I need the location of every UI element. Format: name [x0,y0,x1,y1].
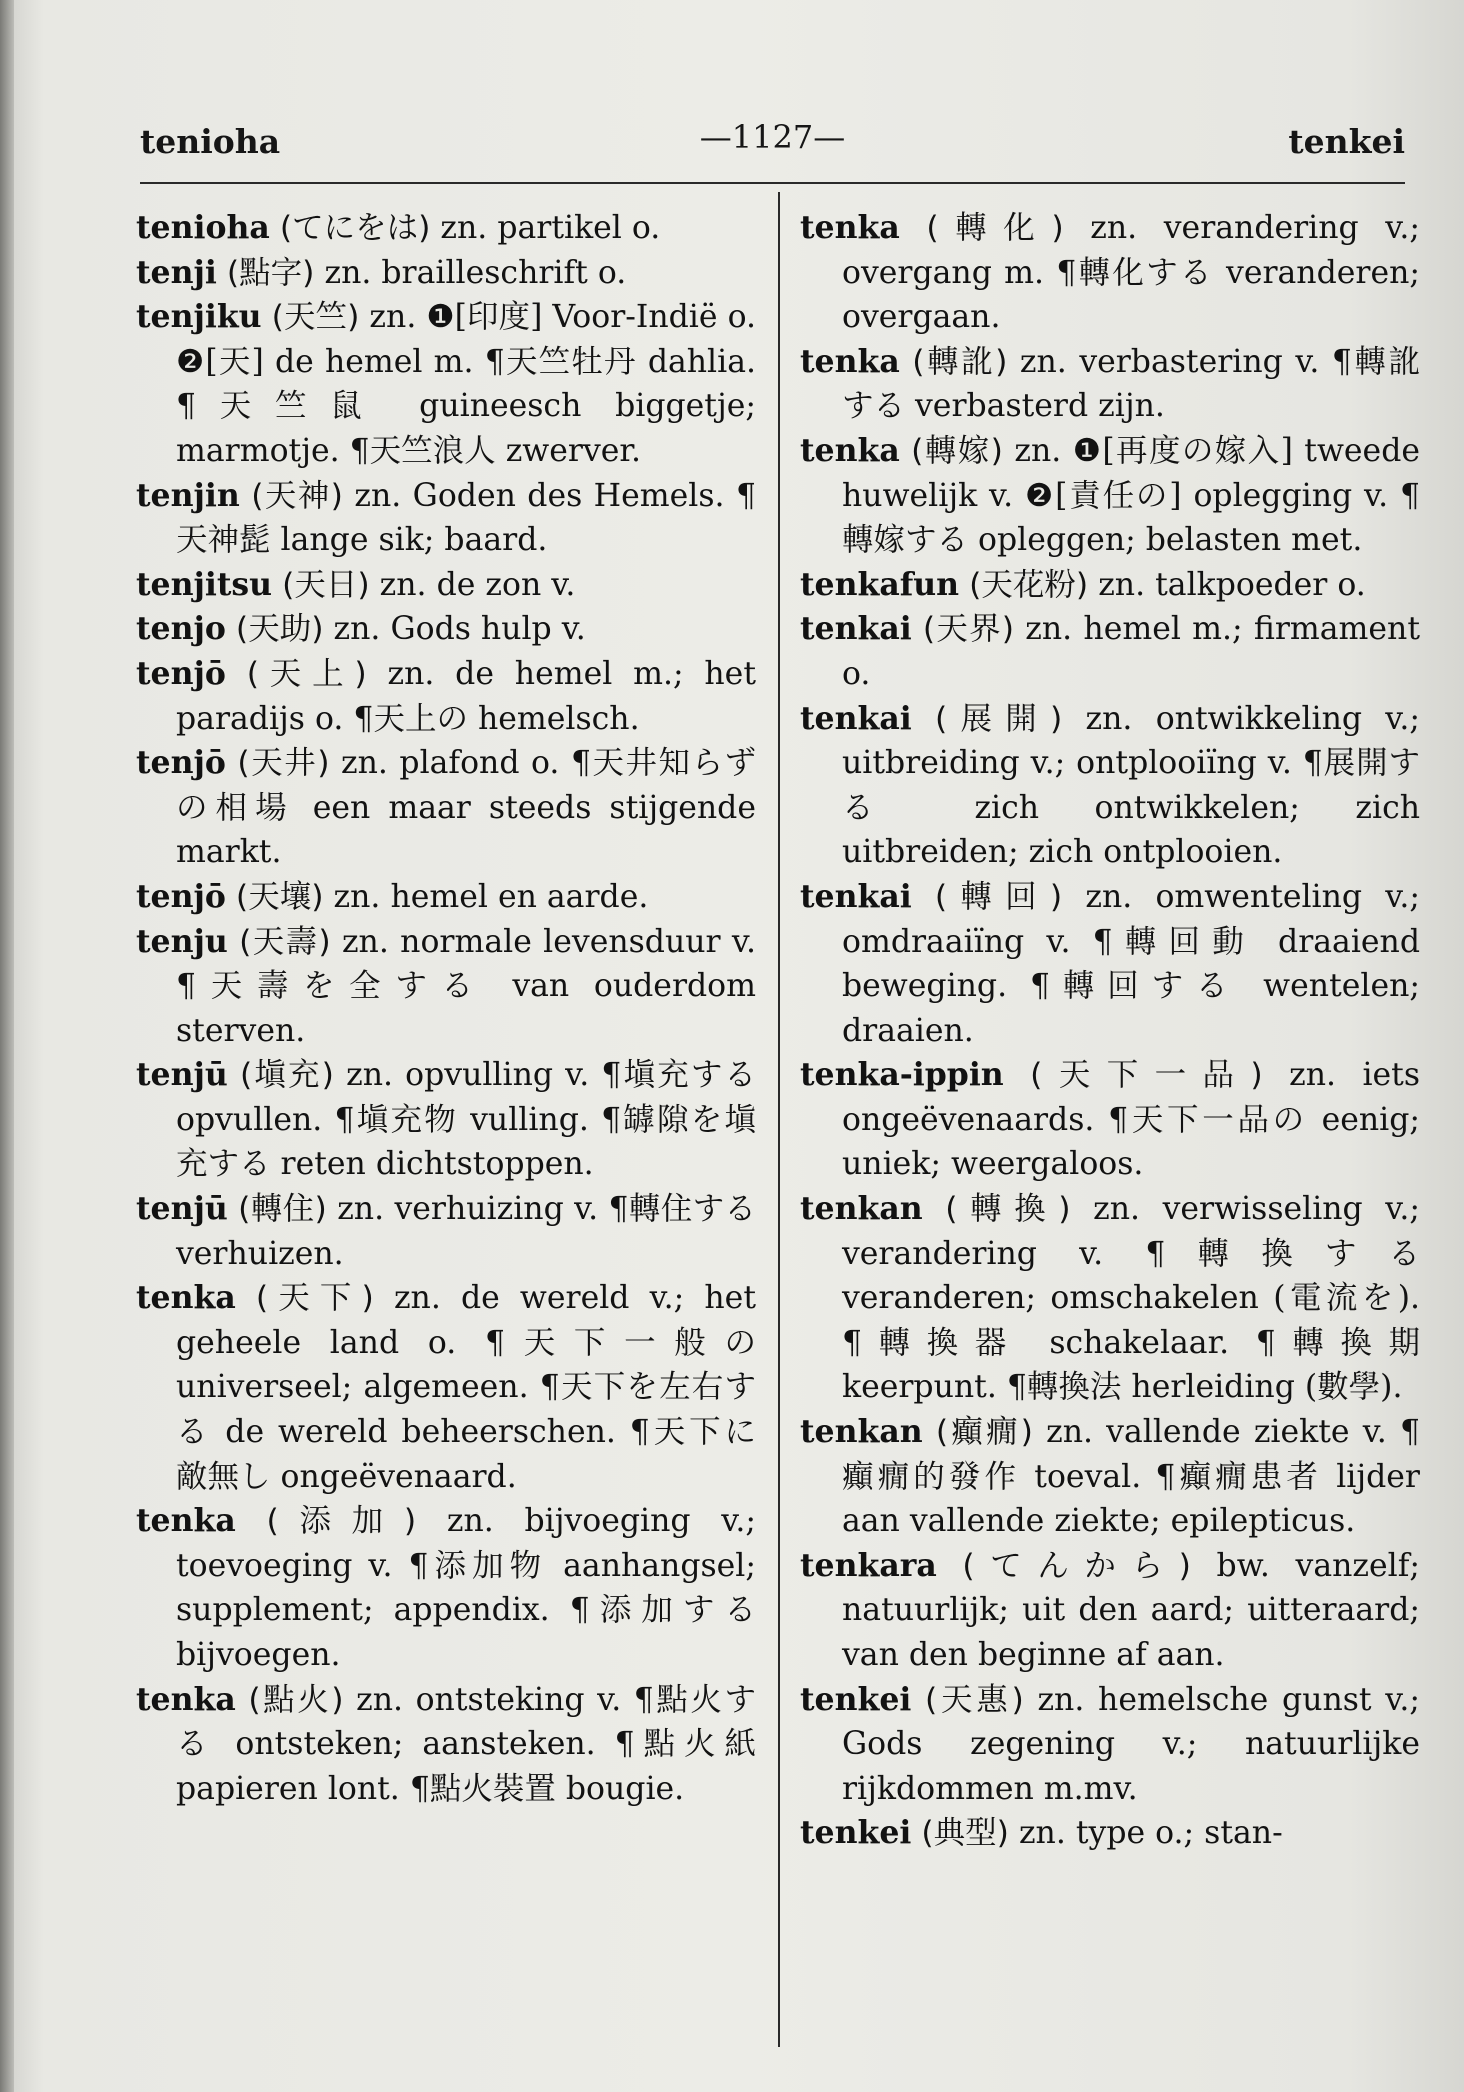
kanji: (天惠) [925,1681,1024,1718]
dictionary-entry [800,1187,1420,1410]
headword: tenka [136,1680,236,1718]
dictionary-entry [800,1678,1420,1812]
dictionary-entry [136,607,756,652]
dictionary-entry [800,1053,1420,1187]
dictionary-entry [800,1544,1420,1678]
headword: tenjō [136,654,226,692]
kanji: (添加) [266,1503,417,1540]
headword: tenjo [136,610,226,648]
dictionary-entry [800,697,1420,875]
definition: bw. vanzelf; natuurlijk; uit den aard; uitteraard; van den beginne af aan. [842,1547,1420,1673]
definition: zn. hemel en aarde. [323,878,649,915]
headword: tenjitsu [136,565,273,603]
kanji: (天竺) [271,299,360,336]
dictionary-entry [136,875,756,920]
headword: tenka [136,1279,236,1317]
headword: tenjū [136,1190,228,1228]
dictionary-entry [136,920,756,1054]
definition: zn. ontsteking v. ¶點火する ontsteken; aansteken. ¶點火紙 papieren lont. ¶點火裝置 bougie. [176,1681,756,1807]
headword: tenkei [800,1680,912,1718]
kanji: (天下) [255,1280,374,1317]
definition: zn. hemelsche gunst v.; Gods zegening v.; natuurlijke rijkdommen m.mv. [842,1681,1420,1807]
headword: tenkai [800,699,912,737]
definition: zn. talkpoeder o. [1088,566,1366,603]
kanji: (天壽) [239,923,331,960]
kanji: (天壤) [235,878,324,915]
kanji: (轉化) [926,210,1064,246]
kanji: (轉換) [945,1191,1071,1228]
definition: zn. brailleschrift o. [314,254,627,291]
headword: tenka [800,342,900,380]
headword: tenka [800,431,900,469]
dictionary-entry [136,251,756,296]
page-number: —1127— [699,118,846,156]
definition: zn. ❶[印度] Voor-Indië o. ❷[天] de hemel m. ¶天竺牡丹 dahlia. ¶天竺鼠 guineesch biggetje; marmotje. ¶天竺浪人 zwerver. [176,299,756,469]
definition: zn. plafond o. ¶天井知らずの相場 een maar steeds stijgende markt. [176,745,756,871]
headword: tenjin [136,476,240,514]
definition: zn. partikel o. [430,210,661,246]
headword: tenji [136,253,217,291]
definition: zn. ontwikkeling v.; uitbreiding v.; ontplooiïng v. ¶展開する zich ontwikkelen; zich uitbreiden; zich ontplooien. [842,700,1420,871]
headword: tenka [136,1502,236,1540]
definition: zn. iets ongeëvenaards. ¶天下一品の eenig; uniek; weergaloos. [842,1057,1420,1183]
dictionary-entry [136,652,756,741]
dictionary-entry [136,1053,756,1187]
kanji: (天助) [235,611,324,648]
kanji: (天日) [282,566,370,603]
kanji: (點字) [226,254,315,291]
definition: zn. de zon v. [369,566,576,603]
headword: tenjū [136,1056,228,1094]
headword: tenjiku [136,298,262,336]
kanji: (點火) [248,1681,344,1718]
definition: zn. normale levensduur v. ¶天壽を全する van ouderdom sterven. [176,923,756,1049]
headword: tenjō [136,744,226,782]
definition: zn. verwisseling v.; verandering v. ¶轉換する veranderen; omschakelen (電流を). ¶轉換器 schakelaar. ¶轉換期 keerpunt. ¶轉換法 herleiding (數學). [842,1191,1420,1406]
dictionary-entry [136,206,756,251]
kanji: (癲癇) [935,1414,1033,1451]
dictionary-entry [136,474,756,563]
kanji: (轉回) [934,878,1063,915]
dictionary-entry [136,741,756,875]
kanji: (天上) [246,655,367,692]
kanji: (てにをは) [279,210,431,246]
definition: zn. type o.; stan- [1008,1815,1283,1852]
dictionary-entry [800,875,1420,1053]
dictionary-entry [136,1678,756,1812]
column-divider [778,192,780,2047]
headword: tenjō [136,877,226,915]
definition: zn. Gods hulp v. [323,611,586,648]
definition: zn. de wereld v.; het geheele land o. ¶天下一般の universeel; algemeen. ¶天下を左右する de wereld beheerschen. ¶天下に敵無し ongeëvenaard. [176,1280,756,1495]
dictionary-entry [136,1499,756,1677]
headword: tenka-ippin [800,1056,1004,1094]
kanji: (典型) [921,1815,1009,1852]
definition: zn. opvulling v. ¶塡充する opvullen. ¶塡充物 vulling. ¶罅隙を塡充する reten dichtstoppen. [176,1057,756,1183]
kanji: (展開) [934,700,1063,737]
page-header [140,118,1405,168]
left-guide-word: tenioha [140,122,281,161]
dictionary-entry [800,429,1420,563]
headword: tenkara [800,1546,937,1584]
dictionary-entry [800,1811,1420,1856]
definition: zn. hemel m.; firmament o. [842,611,1420,692]
headword: tenka [800,209,900,246]
header-rule [140,182,1405,184]
left-column [136,206,756,1811]
definition: zn. verandering v.; overgang m. ¶轉化する veranderen; overgaan. [842,210,1420,336]
kanji: (轉訛) [912,343,1008,380]
headword: tenkei [800,1814,912,1852]
headword: tenkafun [800,565,960,603]
kanji: (天下一品) [1030,1057,1263,1094]
definition: zn. verhuizing v. ¶轉住する verhuizen. [176,1191,756,1272]
kanji: (天井) [237,745,330,782]
dictionary-entry [136,563,756,608]
definition: zn. verbastering v. ¶轉訛する verbasterd zijn. [842,343,1420,425]
definition: zn. ❶[再度の嫁入] tweede huwelijk v. ❷[責任の] oplegging v. ¶轉嫁する opleggen; belasten met. [842,432,1420,559]
right-column [800,206,1420,1856]
dictionary-entry [800,607,1420,696]
dictionary-entry [136,295,756,473]
kanji: (塡充) [239,1057,334,1094]
headword: tenioha [136,209,270,246]
dictionary-entry [800,206,1420,340]
kanji: (天界) [922,611,1015,648]
definition: zn. bijvoeging v.; toevoeging v. ¶添加物 aanhangsel; supplement; appendix. ¶添加する bijvoegen. [176,1503,756,1673]
dictionary-entry [800,340,1420,429]
definition: zn. de hemel m.; het paradijs o. ¶天上の hemelsch. [176,655,756,737]
headword: tenju [136,922,228,960]
book-spine-shadow [0,0,14,2092]
definition: zn. vallende ziekte v. ¶癲癇的發作 toeval. ¶癲癇患者 lijder aan vallende ziekte; epilepticus. [842,1414,1420,1540]
kanji: (天花粉) [969,566,1089,603]
dictionary-entry [800,1410,1420,1544]
headword: tenkai [800,610,912,648]
kanji: (天神) [251,477,343,514]
dictionary-entry [136,1187,756,1276]
definition: zn. Goden des Hemels. ¶天神髭 lange sik; baard. [176,477,756,559]
kanji: (轉住) [238,1191,327,1228]
kanji: (轉嫁) [911,432,1003,469]
dictionary-entry [800,563,1420,608]
headword: tenkan [800,1190,923,1228]
dictionary-entry [136,1276,756,1499]
definition: zn. omwenteling v.; omdraaiïng v. ¶轉回動 draaiend beweging. ¶轉回する wentelen; draaien. [842,878,1420,1049]
kanji: (てんから) [962,1547,1191,1584]
headword: tenkan [800,1413,923,1451]
right-guide-word: tenkei [1288,122,1405,161]
headword: tenkai [800,877,912,915]
